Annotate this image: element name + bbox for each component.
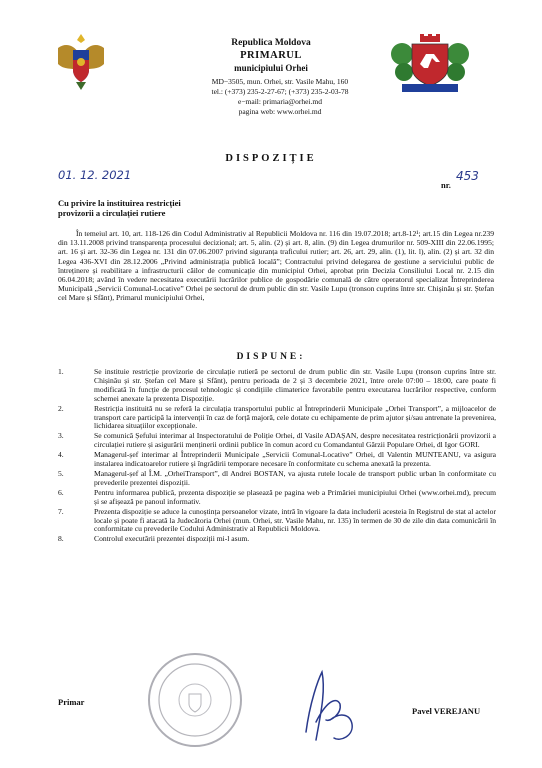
- subject-line-1: Cu privire la instituirea restricției: [58, 198, 181, 208]
- subject-line-2: provizorii a circulației rutiere: [58, 208, 166, 218]
- header-phone: tel.: (+373) 235-2-27-67; (+373) 235-2-03-78: [211, 87, 349, 96]
- header-institution: PRIMARUL: [240, 50, 302, 61]
- item-text: Restricția instituită nu se referă la circulația transportului public al Întreprinderii Municipale „Orhei Transport”, a mijloacelor de transport care participă la intervenții în caz de forță majoră, cele dotate cu echipamente de prim ajutor și/sau antrenate la prevenirea, lichidarea situațiilor excepționale.: [94, 403, 496, 431]
- document-number-label: nr.: [441, 180, 451, 190]
- item-number: 1.: [58, 367, 64, 376]
- header-municipality: municipiului Orhei: [234, 63, 308, 73]
- document-title: DISPOZIȚIE: [225, 153, 317, 164]
- list-item: [58, 535, 496, 544]
- item-number: 8.: [58, 534, 64, 544]
- signature-title: Primar: [58, 697, 85, 707]
- item-text: Se instituie restricție provizorie de circulație rutieră pe sectorul de drum public din str. Vasile Lupu (tronson cuprins între str. Chișinău și str. Ștefan cel Mare și Sfânt), pentru perioada de 2 și 3 decembrie 2021, între orele 07:00 – 18:00, care poate fi modificată în funcție de procesul tehnologic și condițiile climaterice favorabile pentru executarea lucrărilor respective, conform schemei anexate la prezenta Dispoziție.: [94, 367, 496, 403]
- item-text: Managerul-șef interimar al Întreprinderii Municipale „Servicii Comunal-Locative” Orhei, dl Valentin MUNTEANU, va asigura instalarea indicatoarelor rutiere și îngrădirii temporare necesare în conformitate cu schema anexată la prezenta.: [94, 450, 496, 469]
- item-number: 7.: [58, 506, 64, 516]
- signature-name: Pavel VEREJANU: [412, 706, 481, 716]
- header-country: Republica Moldova: [231, 38, 311, 48]
- item-number: 5.: [58, 468, 64, 478]
- official-stamp-icon: [145, 650, 245, 750]
- header-email[interactable]: e−mail: primaria@orhei.md: [237, 97, 323, 106]
- item-number: 4.: [58, 450, 64, 460]
- document-date: 01. 12. 2021: [58, 168, 132, 182]
- item-text: Pentru informarea publică, prezenta dispoziție se plasează pe pagina web a Primăriei municipiului Orhei (www.orhei.md), precum și se afișează pe panoul informativ.: [94, 487, 496, 506]
- document-subject: [58, 198, 181, 218]
- item-text: Controlul executării prezentei dispoziții mi-l asum.: [94, 534, 250, 544]
- list-item: [58, 368, 496, 404]
- item-text: Managerul-șef al Î.M. „OrheiTransport”, dl Andrei BOSTAN, va ajusta rutele locale de transport public urban în conformitate cu prevederile prezentei dispoziții.: [94, 468, 496, 487]
- handwritten-signature-icon: [296, 662, 366, 748]
- item-number: 2.: [58, 403, 64, 413]
- list-item: [58, 405, 496, 432]
- list-item: [58, 508, 496, 535]
- list-item: [58, 432, 496, 450]
- list-item: [58, 451, 496, 469]
- item-text: Prezenta dispoziție se aduce la cunoștința persoanelor vizate, intră în vigoare la data includerii acesteia în Registrul de stat al actelor locale și poate fi atacată la Judecătoria Orhei (mun. Orhei, str. Vasile Mahu, nr. 135) în termen de 30 de zile din data comunicării în conformitate cu prevederile Codului Administrativ al Republicii Moldova.: [94, 506, 496, 534]
- provisions-list: [58, 368, 496, 545]
- dispune-heading: DISPUNE:: [236, 352, 306, 362]
- list-item: [58, 470, 496, 488]
- item-number: 6.: [58, 487, 64, 497]
- item-number: 3.: [58, 431, 64, 441]
- document-number: 453: [456, 169, 479, 183]
- preamble-paragraph: În temeiul art. 10, art. 118-126 din Codul Administrativ al Republicii Moldova nr. 116 din 19.07.2018; art.8-12¹; art.15 din Legea nr.239 din 13.11.2008 privind transparența procesului decizional; art. 5, alin. (2) și art. 8, alin. (9) din Legea drumurilor nr. 509-XIII din 22.06.1995; art. 16 și art. 32-36 din Legea nr. 131 din 07.06.2007 privind siguranța traficului rutier; art. 26, art. 29, alin. (1), lit. l), alin. (2) și art. 32 din Legea 436-XVI din 28.12.2006 „Privind administrația publică locală”; Contractului privind delegarea de gestiune a serviciului public de întreținere și reabilitare a infrastructurii căilor de comunicație din municipiul Orhei, aprobat prin Decizia Consiliului Local nr. 2.15 din 06.04.2018; având în vedere necesitatea executării lucrărilor publice de gospodărie comunală de către operatorul specializat Întreprinderea Municipală „Servicii Comunal-Locative” Orhei pe sectorul de drum public din str. Vasile Lupu (tronson cuprins între str. Chișinău și str. Ștefan cel Mare și Sfânt), Primarul municipiului Orhei,: [58, 229, 494, 303]
- list-item: [58, 489, 496, 507]
- item-text: Se comunică Șefului interimar al Inspectoratului de Poliție Orhei, dl Vasile ADAȘAN, despre necesitatea restricționării provizorii a circulației rutiere și asigurării menținerii ordinii publice în comun acord cu Comandantul Gărzii Populare Orhei, dl Igor GORI.: [94, 431, 496, 450]
- header-web[interactable]: pagina web: www.orhei.md: [238, 107, 322, 116]
- header-address: MD−3505, mun. Orhei, str. Vasile Mahu, 160: [211, 77, 349, 86]
